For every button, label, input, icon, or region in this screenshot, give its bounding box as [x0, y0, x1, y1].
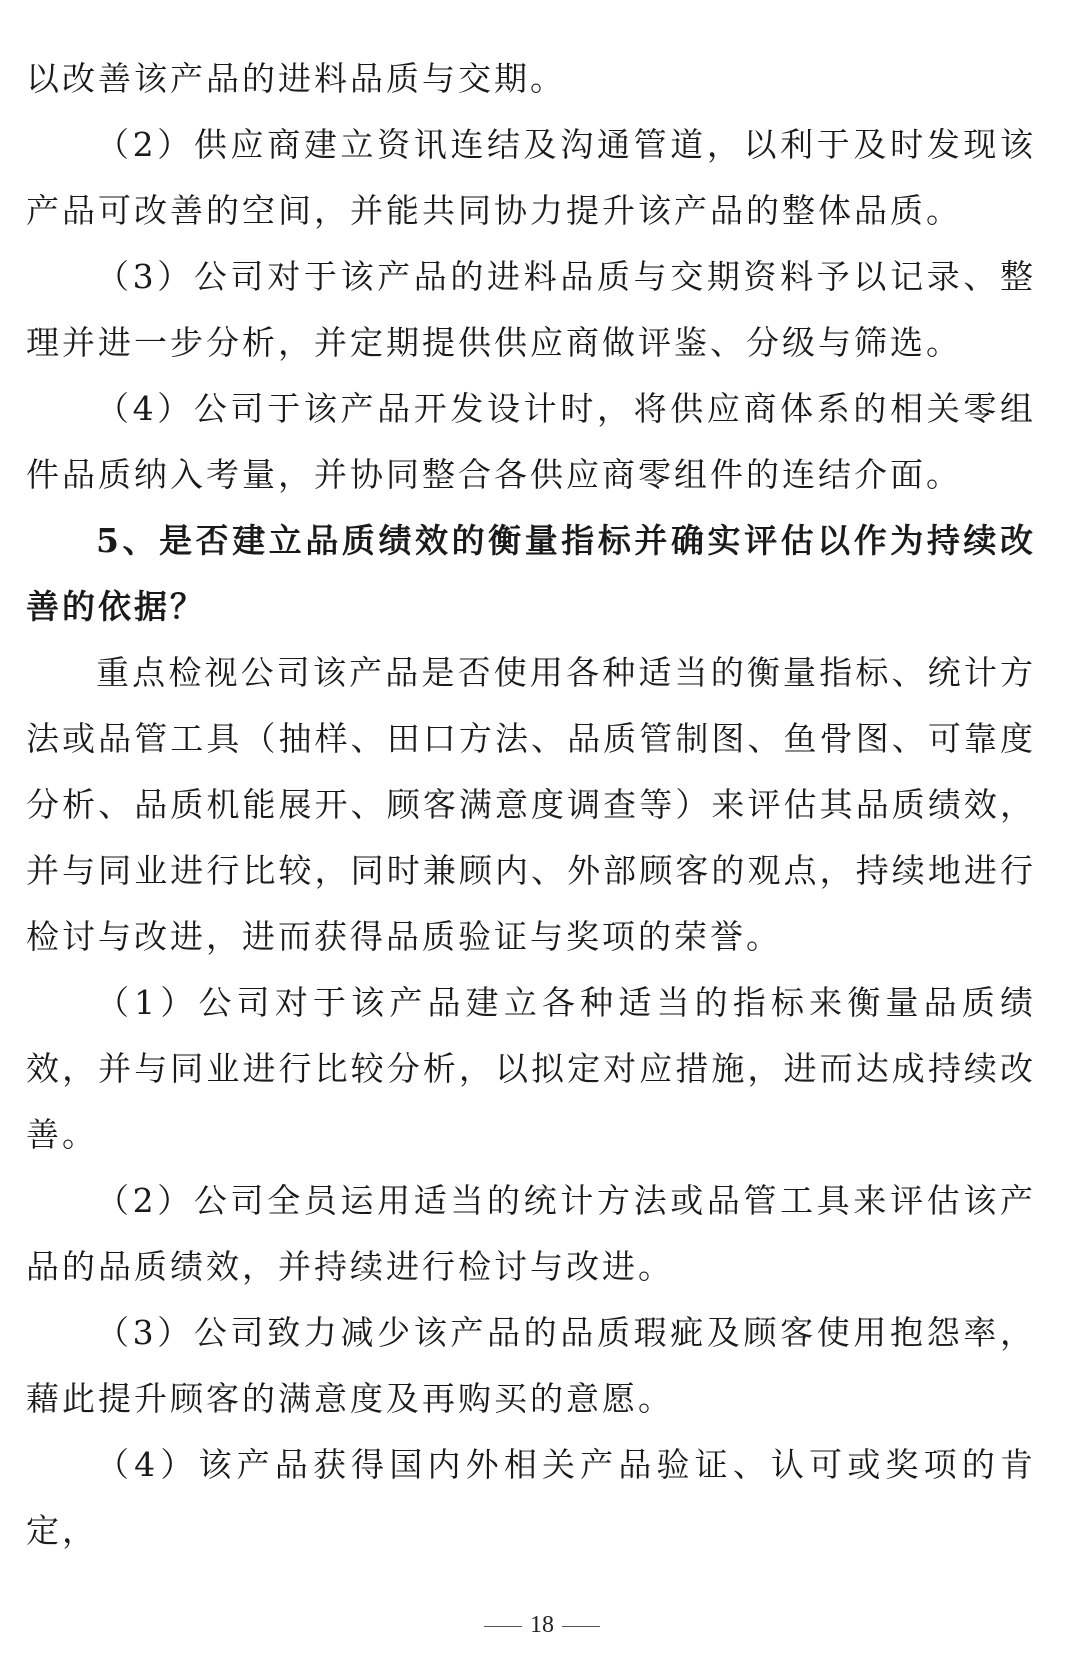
paragraph-item-3: （3）公司对于该产品的进料品质与交期资料予以记录、整理并进一步分析，并定期提供供应商做评鉴、分级与筛选。 [26, 257, 1036, 362]
paragraph-sub-item-4: （4）该产品获得国内外相关产品验证、认可或奖项的肯定， [26, 1445, 1036, 1550]
paragraph-sub-item-2: （2）公司全员运用适当的统计方法或品管工具来评估该产品的品质绩效，并持续进行检讨与改进。 [26, 1181, 1036, 1286]
body-text [26, 46, 1036, 1564]
paragraph-sub-item-1: （1）公司对于该产品建立各种适当的指标来衡量品质绩效，并与同业进行比较分析，以拟定对应措施，进而达成持续改善。 [26, 983, 1036, 1154]
page-number-left-rule [484, 1626, 522, 1627]
page-number-value: 18 [530, 1612, 554, 1638]
page-number [0, 1612, 1084, 1639]
paragraph-item-4: （4）公司于该产品开发设计时，将供应商体系的相关零组件品质纳入考量，并协同整合各供应商零组件的连结介面。 [26, 389, 1036, 494]
paragraph-key-review: 重点检视公司该产品是否使用各种适当的衡量指标、统计方法或品管工具（抽样、田口方法、品质管制图、鱼骨图、可靠度分析、品质机能展开、顾客满意度调查等）来评估其品质绩效，并与同业进行比较，同时兼顾内、外部顾客的观点，持续地进行检讨与改进，进而获得品质验证与奖项的荣誉。 [26, 653, 1036, 956]
paragraph-item-2: （2）供应商建立资讯连结及沟通管道，以利于及时发现该产品可改善的空间，并能共同协力提升该产品的整体品质。 [26, 125, 1036, 230]
paragraph-continuation: 以改善该产品的进料品质与交期。 [26, 59, 566, 98]
page-number-right-rule [562, 1626, 600, 1627]
paragraph-sub-item-3: （3）公司致力减少该产品的品质瑕疵及顾客使用抱怨率，藉此提升顾客的满意度及再购买的意愿。 [26, 1313, 1036, 1418]
section-heading-5: 5、是否建立品质绩效的衡量指标并确实评估以作为持续改善的依据？ [26, 521, 1036, 626]
